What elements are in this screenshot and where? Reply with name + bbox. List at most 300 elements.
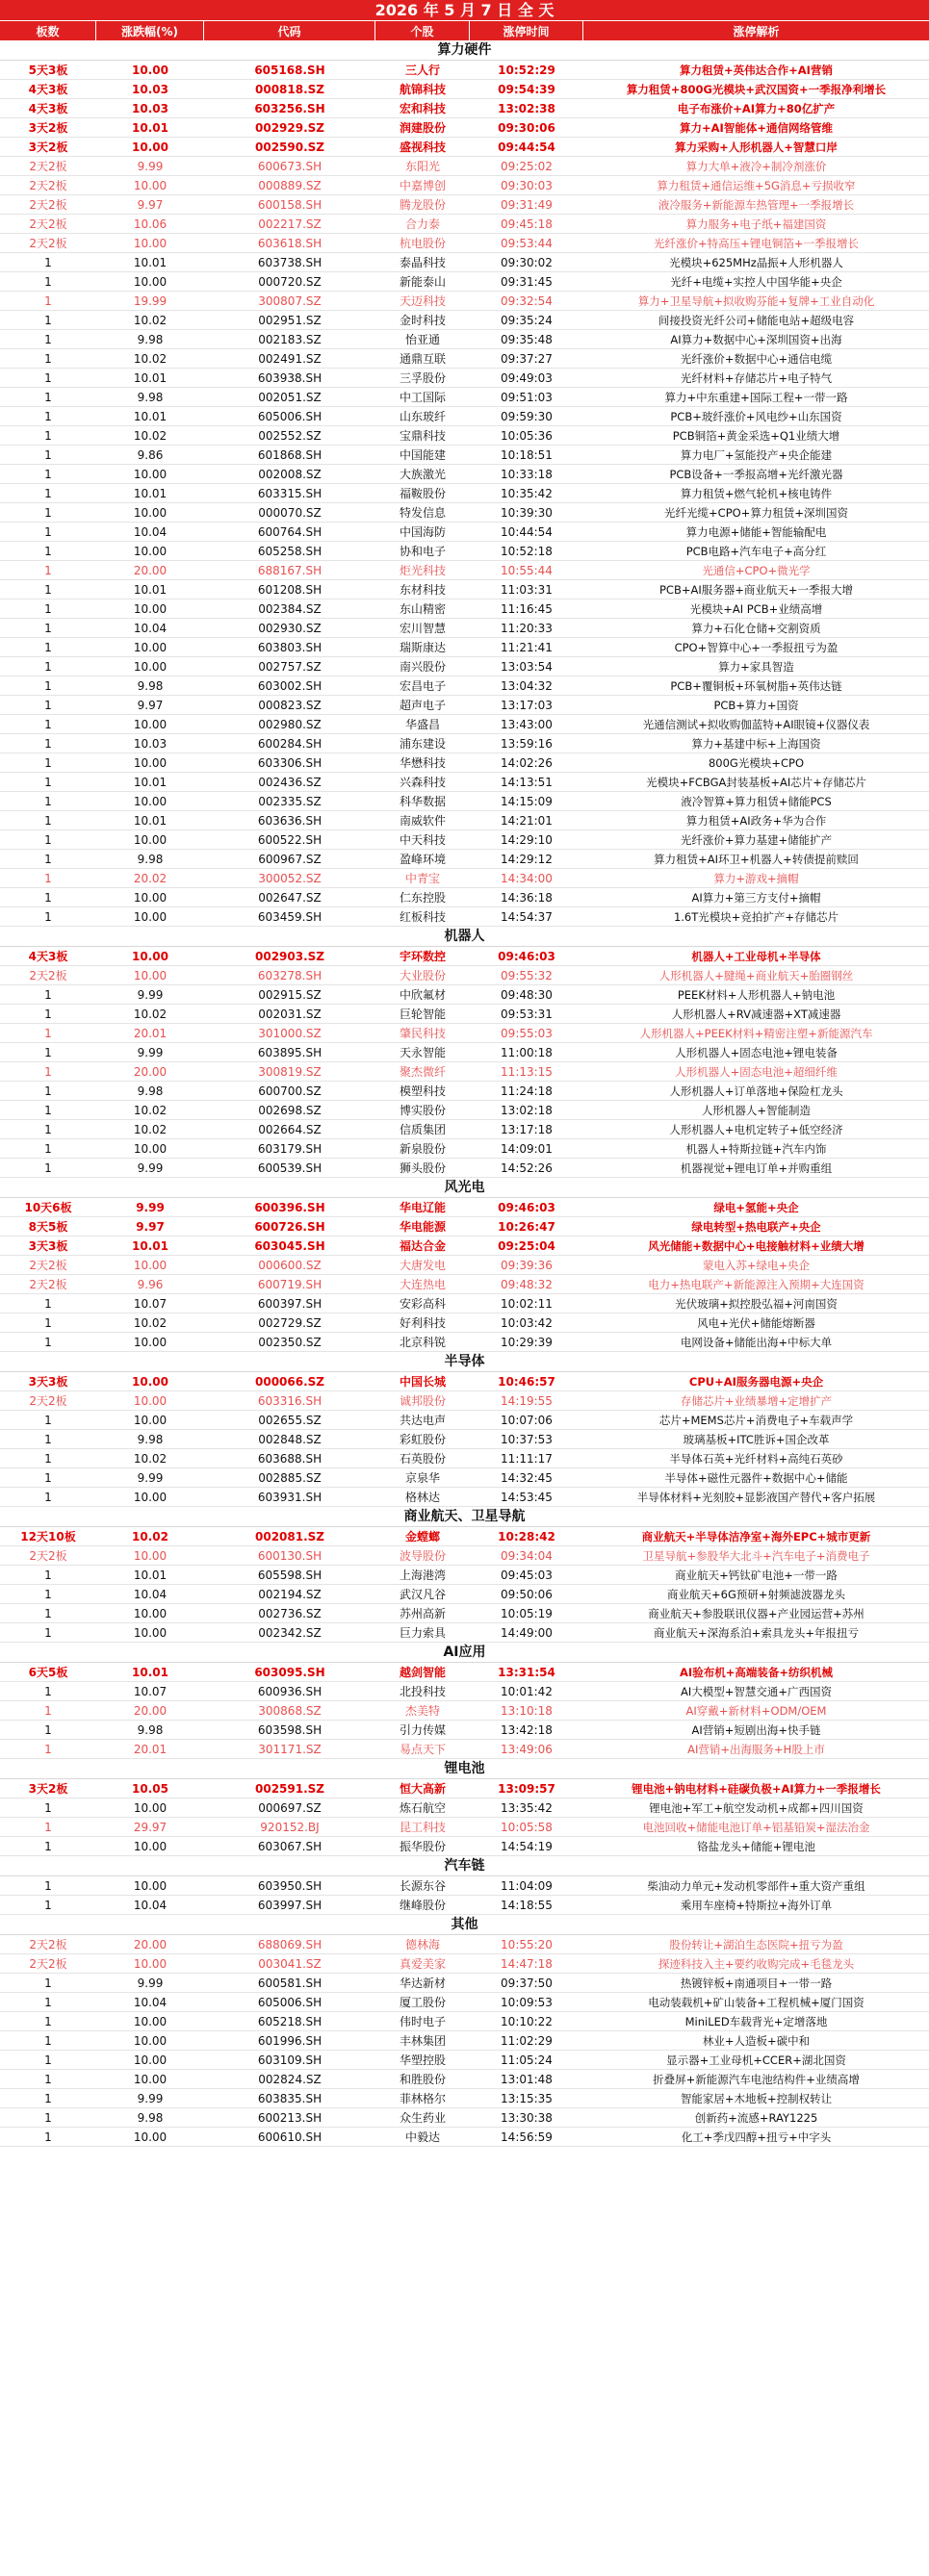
- change-pct-cell: 10.00: [133, 1878, 168, 1893]
- stock-name-cell: 超声电子: [399, 699, 446, 712]
- table-row[interactable]: [0, 1701, 929, 1721]
- table-row[interactable]: [0, 580, 929, 599]
- table-row[interactable]: [0, 1993, 929, 2012]
- change-pct-cell: 10.02: [133, 1315, 168, 1330]
- table-row[interactable]: [0, 388, 929, 407]
- board-count-cell: 8天5板: [28, 1220, 68, 1234]
- analysis-cell: 存储芯片+业绩暴增+定增扩产: [680, 1393, 833, 1408]
- analysis-cell: 光纤涨价+特高压+锂电铜箔+一季报增长: [654, 236, 859, 250]
- table-row[interactable]: [0, 2012, 929, 2031]
- change-pct-cell: 9.98: [137, 390, 164, 404]
- analysis-cell: 算力租赁+英伟达合作+AI营销: [680, 63, 833, 77]
- table-row[interactable]: [0, 1314, 929, 1333]
- table-row[interactable]: [0, 985, 929, 1005]
- stock-name-cell: 模塑科技: [399, 1084, 446, 1098]
- code-cell: 600764.SH: [257, 524, 323, 539]
- board-count-cell: 2天2板: [29, 198, 67, 212]
- table-row[interactable]: [0, 1585, 929, 1604]
- analysis-cell: 算力服务+电子纸+福建国资: [685, 217, 827, 231]
- limit-time-cell: 14:18:55: [501, 1898, 553, 1912]
- board-count-cell: 1: [44, 1296, 52, 1311]
- table-row[interactable]: [0, 676, 929, 696]
- limit-time-cell: 14:47:18: [501, 1956, 553, 1971]
- table-row[interactable]: [0, 869, 929, 888]
- code-cell: 002194.SZ: [258, 1587, 322, 1601]
- stock-name-cell: 越剑智能: [399, 1666, 446, 1679]
- analysis-cell: 绿电+氢能+央企: [713, 1200, 799, 1214]
- table-row[interactable]: [0, 1043, 929, 1062]
- table-row[interactable]: [0, 234, 929, 253]
- table-row[interactable]: [0, 1217, 929, 1237]
- table-row[interactable]: [0, 1954, 929, 1974]
- table-row[interactable]: [0, 1527, 929, 1546]
- change-pct-cell: 10.00: [132, 63, 168, 77]
- limit-time-cell: 14:29:12: [501, 852, 553, 866]
- code-cell: 002436.SZ: [258, 775, 322, 789]
- code-cell: 002008.SZ: [258, 467, 322, 481]
- change-pct-cell: 10.03: [133, 736, 168, 751]
- code-cell: 600213.SH: [257, 2110, 323, 2125]
- table-row[interactable]: [0, 811, 929, 830]
- table-row[interactable]: [0, 753, 929, 773]
- code-cell: 605168.SH: [254, 63, 325, 77]
- analysis-cell: PCB+玻纤涨价+风电纱+山东国资: [670, 409, 842, 423]
- change-pct-cell: 10.00: [133, 601, 168, 616]
- analysis-cell: AI穿戴+新材料+ODM/OEM: [685, 1703, 827, 1718]
- table-row[interactable]: [0, 966, 929, 985]
- stock-name-cell: 振华股份: [399, 1840, 446, 1853]
- change-pct-cell: 10.07: [133, 1684, 168, 1698]
- change-pct-cell: 10.00: [133, 890, 168, 905]
- table-row[interactable]: [0, 1721, 929, 1740]
- table-row[interactable]: [0, 330, 929, 349]
- table-row[interactable]: [0, 1974, 929, 1993]
- table-row[interactable]: [0, 311, 929, 330]
- limit-time-cell: 09:35:24: [501, 313, 553, 327]
- table-row[interactable]: [0, 407, 929, 426]
- stock-name-cell: 南威软件: [399, 814, 446, 828]
- stock-name-cell: 仁东控股: [399, 891, 446, 905]
- board-count-cell: 1: [44, 1064, 52, 1079]
- board-count-cell: 1: [44, 1800, 52, 1815]
- table-row[interactable]: [0, 830, 929, 850]
- table-row[interactable]: [0, 253, 929, 272]
- stock-name-cell: 科华数据: [399, 795, 446, 808]
- table-row[interactable]: [0, 195, 929, 215]
- limit-time-cell: 13:15:35: [501, 2091, 553, 2105]
- limit-time-cell: 10:05:36: [501, 428, 553, 443]
- change-pct-cell: 10.00: [133, 1800, 168, 1815]
- stock-name-cell: 三孚股份: [399, 371, 446, 385]
- board-count-cell: 1: [44, 1820, 52, 1834]
- code-cell: 002848.SZ: [258, 1432, 322, 1446]
- stock-name-cell: 大唐发电: [399, 1259, 446, 1272]
- change-pct-cell: 9.96: [137, 1277, 164, 1291]
- stock-name-cell: 引力传媒: [399, 1723, 446, 1737]
- table-row[interactable]: [0, 1101, 929, 1120]
- table-row[interactable]: [0, 792, 929, 811]
- limit-time-cell: 11:16:45: [501, 601, 553, 616]
- table-row[interactable]: [0, 561, 929, 580]
- stock-name-cell: 中毅达: [404, 2130, 440, 2144]
- analysis-cell: AI验布机+高端装备+纺织机械: [680, 1665, 833, 1679]
- code-cell: 000600.SZ: [258, 1258, 322, 1272]
- table-row[interactable]: [0, 1837, 929, 1856]
- limit-time-cell: 10:26:47: [498, 1219, 555, 1234]
- header-cell-code: 代码: [204, 21, 375, 40]
- limit-time-cell: 09:46:03: [498, 949, 555, 963]
- code-cell: 002350.SZ: [258, 1335, 322, 1349]
- code-cell: 605218.SH: [257, 2014, 323, 2028]
- change-pct-cell: 10.00: [133, 1335, 168, 1349]
- table-row[interactable]: [0, 619, 929, 638]
- change-pct-cell: 10.01: [133, 255, 168, 269]
- analysis-cell: 风电+光伏+储能熔断器: [697, 1315, 815, 1330]
- stock-name-cell: 杭电股份: [399, 237, 446, 250]
- table-row[interactable]: [0, 947, 929, 966]
- analysis-cell: 人形机器人+固态电池+锂电装备: [675, 1045, 838, 1059]
- table-row[interactable]: [0, 1876, 929, 1896]
- table-row[interactable]: [0, 523, 929, 542]
- limit-time-cell: 14:56:59: [501, 2130, 553, 2144]
- board-count-cell: 2天2板: [29, 217, 67, 231]
- change-pct-cell: 20.01: [133, 1742, 168, 1756]
- code-cell: 002590.SZ: [255, 140, 324, 154]
- change-pct-cell: 10.02: [133, 1451, 168, 1466]
- change-pct-cell: 10.04: [133, 524, 168, 539]
- table-row[interactable]: [0, 1082, 929, 1101]
- table-row[interactable]: [0, 734, 929, 753]
- code-cell: 002081.SZ: [255, 1529, 324, 1543]
- board-count-cell: 1: [44, 794, 52, 808]
- table-row[interactable]: [0, 215, 929, 234]
- board-count-cell: 1: [44, 1141, 52, 1156]
- analysis-cell: 蒙电入苏+绿电+央企: [702, 1258, 811, 1272]
- table-row[interactable]: [0, 484, 929, 503]
- analysis-cell: 化工+季戊四醇+扭亏+中字头: [681, 2130, 832, 2144]
- stock-name-cell: 合力泰: [404, 217, 440, 231]
- analysis-cell: 算力租赁+AI环卫+机器人+转债提前赎回: [654, 852, 859, 866]
- board-count-cell: 1: [44, 255, 52, 269]
- table-row[interactable]: [0, 542, 929, 561]
- table-row[interactable]: [0, 638, 929, 657]
- table-row[interactable]: [0, 773, 929, 792]
- table-row[interactable]: [0, 2108, 929, 2128]
- stock-name-cell: 华达新材: [399, 1977, 446, 1990]
- table-row[interactable]: [0, 1005, 929, 1024]
- stock-name-cell: 信质集团: [399, 1123, 446, 1136]
- table-row[interactable]: [0, 1663, 929, 1682]
- table-row[interactable]: [0, 1256, 929, 1275]
- table-row[interactable]: [0, 272, 929, 292]
- limit-time-cell: 10:46:57: [498, 1374, 555, 1389]
- limit-time-cell: 10:28:42: [498, 1529, 555, 1543]
- table-row[interactable]: [0, 2051, 929, 2070]
- table-row[interactable]: [0, 2128, 929, 2147]
- table-row[interactable]: [0, 157, 929, 176]
- stock-name-cell: 菲林格尔: [399, 2092, 446, 2105]
- code-cell: 002183.SZ: [258, 332, 322, 346]
- board-count-cell: 1: [44, 1432, 52, 1446]
- code-cell: 600581.SH: [257, 1976, 323, 1990]
- table-row[interactable]: [0, 1430, 929, 1449]
- analysis-cell: 玻璃基板+ITC胜诉+国企改革: [683, 1432, 830, 1446]
- table-row[interactable]: [0, 2070, 929, 2089]
- code-cell: 601868.SH: [257, 447, 323, 462]
- change-pct-cell: 10.04: [133, 1898, 168, 1912]
- change-pct-cell: 10.02: [132, 1529, 168, 1543]
- table-row[interactable]: [0, 1779, 929, 1798]
- table-row[interactable]: [0, 888, 929, 907]
- board-count-cell: 1: [44, 659, 52, 674]
- table-row[interactable]: [0, 99, 929, 118]
- table-row[interactable]: [0, 1740, 929, 1759]
- board-count-cell: 1: [44, 2014, 52, 2028]
- code-cell: 002885.SZ: [258, 1470, 322, 1485]
- table-row[interactable]: [0, 1488, 929, 1507]
- analysis-cell: MiniLED车载背光+定增落地: [684, 2014, 828, 2028]
- table-row[interactable]: [0, 2031, 929, 2051]
- code-cell: 000818.SZ: [255, 82, 324, 96]
- analysis-cell: 人形机器人+电机定转子+低空经济: [669, 1122, 843, 1136]
- change-pct-cell: 9.98: [137, 332, 164, 346]
- code-cell: 301000.SZ: [258, 1026, 322, 1040]
- analysis-cell: 算力租赁+通信运维+5G消息+亏损收窄: [657, 178, 856, 192]
- stock-name-cell: 诚邦股份: [399, 1394, 446, 1408]
- code-cell: 600397.SH: [257, 1296, 323, 1311]
- code-cell: 000066.SZ: [255, 1374, 324, 1389]
- change-pct-cell: 20.01: [133, 1026, 168, 1040]
- analysis-cell: 算力+石化仓储+交割资质: [691, 621, 821, 635]
- limit-time-cell: 13:42:18: [501, 1722, 553, 1737]
- analysis-cell: 光通信+CPO+微光学: [702, 563, 811, 577]
- section-header: 其他: [0, 1915, 929, 1935]
- section-header: 风光电: [0, 1178, 929, 1198]
- table-row[interactable]: [0, 715, 929, 734]
- table-row[interactable]: [0, 1120, 929, 1139]
- change-pct-cell: 19.99: [133, 293, 168, 308]
- change-pct-cell: 9.98: [137, 1722, 164, 1737]
- table-row[interactable]: [0, 369, 929, 388]
- table-row[interactable]: [0, 1062, 929, 1082]
- table-header: [0, 20, 929, 40]
- table-row[interactable]: [0, 907, 929, 927]
- table-row[interactable]: [0, 2089, 929, 2108]
- change-pct-cell: 9.97: [136, 1219, 165, 1234]
- table-row[interactable]: [0, 1546, 929, 1566]
- board-count-cell: 1: [44, 447, 52, 462]
- stock-name-cell: 格林达: [404, 1491, 440, 1504]
- code-cell: 300052.SZ: [258, 871, 322, 885]
- board-count-cell: 1: [44, 274, 52, 289]
- table-row[interactable]: [0, 1449, 929, 1468]
- table-row[interactable]: [0, 292, 929, 311]
- code-cell: 002552.SZ: [258, 428, 322, 443]
- code-cell: 603109.SH: [257, 2053, 323, 2067]
- change-pct-cell: 10.00: [133, 640, 168, 654]
- change-pct-cell: 9.99: [137, 1470, 164, 1485]
- limit-time-cell: 13:31:54: [498, 1665, 555, 1679]
- analysis-cell: 芯片+MEMS芯片+消费电子+车载声学: [658, 1413, 854, 1427]
- board-count-cell: 3天2板: [28, 140, 68, 154]
- change-pct-cell: 10.00: [133, 2014, 168, 2028]
- analysis-cell: 算力+基建中标+上海国资: [691, 736, 821, 751]
- stock-name-cell: 金螳螂: [404, 1530, 440, 1543]
- analysis-cell: 创新药+流感+RAY1225: [694, 2110, 818, 2125]
- limit-time-cell: 09:53:44: [501, 236, 553, 250]
- stock-name-cell: 盈峰环境: [399, 853, 446, 866]
- change-pct-cell: 10.01: [133, 409, 168, 423]
- table-row[interactable]: [0, 1237, 929, 1256]
- code-cell: 000823.SZ: [258, 698, 322, 712]
- analysis-cell: 半导体石英+光纤材料+高纯石英砂: [669, 1451, 843, 1466]
- change-pct-cell: 10.03: [132, 101, 168, 115]
- board-count-cell: 1: [44, 1084, 52, 1098]
- limit-time-cell: 14:49:00: [501, 1625, 553, 1640]
- limit-time-cell: 13:02:38: [498, 101, 555, 115]
- stock-name-cell: 中国能建: [399, 448, 446, 462]
- board-count-cell: 6天5板: [28, 1666, 68, 1679]
- change-pct-cell: 29.97: [133, 1820, 168, 1834]
- table-row[interactable]: [0, 1372, 929, 1391]
- table-row[interactable]: [0, 657, 929, 676]
- table-row[interactable]: [0, 118, 929, 138]
- limit-time-cell: 09:48:32: [501, 1277, 553, 1291]
- header-cell-stock: 个股: [375, 21, 470, 40]
- table-row[interactable]: [0, 61, 929, 80]
- limit-time-cell: 09:35:48: [501, 332, 553, 346]
- analysis-cell: 算力租赁+800G光模块+武汉国资+一季报净利增长: [626, 82, 887, 96]
- analysis-cell: 锂电池+钠电材料+硅碳负极+AI算力+一季报增长: [632, 1781, 881, 1796]
- stock-name-cell: 炬光科技: [399, 564, 446, 577]
- limit-time-cell: 11:21:41: [501, 640, 553, 654]
- table-row[interactable]: [0, 1623, 929, 1643]
- limit-time-cell: 13:59:16: [501, 736, 553, 751]
- analysis-cell: AI算力+数据中心+深圳国资+出海: [670, 332, 842, 346]
- table-row[interactable]: [0, 1935, 929, 1954]
- table-row[interactable]: [0, 1604, 929, 1623]
- table-row[interactable]: [0, 1818, 929, 1837]
- table-row[interactable]: [0, 1411, 929, 1430]
- limit-time-cell: 09:25:02: [501, 159, 553, 173]
- table-row[interactable]: [0, 1333, 929, 1352]
- change-pct-cell: 9.99: [137, 2091, 164, 2105]
- table-row[interactable]: [0, 1294, 929, 1314]
- code-cell: 002929.SZ: [255, 120, 324, 135]
- board-count-cell: 1: [44, 852, 52, 866]
- board-count-cell: 1: [44, 987, 52, 1002]
- stock-name-cell: 中欣氟材: [399, 988, 446, 1002]
- code-cell: 002655.SZ: [258, 1413, 322, 1427]
- header-cell-analysis: 涨停解析: [733, 24, 780, 38]
- analysis-cell: 算力电源+储能+智能输配电: [685, 524, 827, 539]
- board-count-cell: 1: [44, 582, 52, 597]
- analysis-cell: PCB+算力+国资: [713, 698, 799, 712]
- code-cell: 002930.SZ: [258, 621, 322, 635]
- table-row[interactable]: [0, 1798, 929, 1818]
- table-row[interactable]: [0, 138, 929, 157]
- table-row[interactable]: [0, 599, 929, 619]
- table-row[interactable]: [0, 1896, 929, 1915]
- code-cell: 603459.SH: [257, 909, 323, 924]
- code-cell: 600967.SZ: [258, 852, 322, 866]
- stock-name-cell: 中天科技: [399, 833, 446, 847]
- table-row[interactable]: [0, 1024, 929, 1043]
- limit-time-cell: 14:02:26: [501, 755, 553, 770]
- code-cell: 000697.SZ: [258, 1800, 322, 1815]
- analysis-cell: 液冷服务+新能源车热管理+一季报增长: [658, 197, 855, 212]
- table-row[interactable]: [0, 446, 929, 465]
- change-pct-cell: 9.97: [137, 698, 164, 712]
- code-cell: 601208.SH: [257, 582, 323, 597]
- table-row[interactable]: [0, 80, 929, 99]
- board-count-cell: 1: [44, 717, 52, 731]
- stock-name-cell: 众生药业: [399, 2111, 446, 2125]
- table-row[interactable]: [0, 1468, 929, 1488]
- code-cell: 003041.SZ: [258, 1956, 322, 1971]
- table-row[interactable]: [0, 349, 929, 369]
- limit-time-cell: 13:10:18: [501, 1703, 553, 1718]
- table-row[interactable]: [0, 850, 929, 869]
- board-count-cell: 1: [44, 1026, 52, 1040]
- table-row[interactable]: [0, 503, 929, 523]
- stock-name-cell: 北投科技: [399, 1685, 446, 1698]
- table-row[interactable]: [0, 1159, 929, 1178]
- section-header: AI应用: [0, 1643, 929, 1663]
- stock-name-cell: 大族激光: [399, 468, 446, 481]
- table-row[interactable]: [0, 1682, 929, 1701]
- stock-name-cell: 泰晶科技: [399, 256, 446, 269]
- board-count-cell: 12天10板: [20, 1530, 76, 1543]
- board-count-cell: 1: [44, 2053, 52, 2067]
- stock-name-cell: 金时科技: [399, 314, 446, 327]
- header-cell-change-pct: 涨跌幅(%): [96, 21, 204, 40]
- analysis-cell: 算力+游戏+摘帽: [713, 871, 799, 885]
- table-row[interactable]: [0, 1275, 929, 1294]
- change-pct-cell: 10.00: [133, 717, 168, 731]
- change-pct-cell: 10.02: [133, 313, 168, 327]
- table-row[interactable]: [0, 1198, 929, 1217]
- analysis-cell: 算力+AI智能体+通信网络管维: [680, 120, 833, 135]
- code-cell: 002664.SZ: [258, 1122, 322, 1136]
- analysis-cell: 电网设备+储能出海+中标大单: [680, 1335, 833, 1349]
- stock-name-cell: 浦东建设: [399, 737, 446, 751]
- table-row[interactable]: [0, 176, 929, 195]
- table-row[interactable]: [0, 1139, 929, 1159]
- table-row[interactable]: [0, 696, 929, 715]
- board-count-cell: 1: [44, 1703, 52, 1718]
- stock-name-cell: 怡亚通: [404, 333, 440, 346]
- stock-name-cell: 华塑控股: [399, 2053, 446, 2067]
- table-row[interactable]: [0, 465, 929, 484]
- analysis-cell: 电子布涨价+AI算力+80亿扩产: [677, 101, 836, 115]
- analysis-cell: 锂电池+军工+航空发动机+成都+四川国资: [649, 1800, 864, 1815]
- code-cell: 603067.SH: [257, 1839, 323, 1853]
- analysis-cell: 铬盐龙头+储能+锂电池: [697, 1839, 815, 1853]
- limit-time-cell: 09:49:03: [501, 370, 553, 385]
- limit-time-cell: 11:02:29: [501, 2033, 553, 2048]
- table-row[interactable]: [0, 1391, 929, 1411]
- analysis-cell: 股份转让+湖泊生态医院+扭亏为盈: [669, 1937, 843, 1951]
- table-row[interactable]: [0, 1566, 929, 1585]
- board-count-cell: 1: [44, 2110, 52, 2125]
- limit-time-cell: 10:02:11: [501, 1296, 553, 1311]
- table-row[interactable]: [0, 426, 929, 446]
- limit-time-cell: 10:55:44: [501, 563, 553, 577]
- code-cell: 002491.SZ: [258, 351, 322, 366]
- limit-time-cell: 09:59:30: [501, 409, 553, 423]
- code-cell: 002736.SZ: [258, 1606, 322, 1620]
